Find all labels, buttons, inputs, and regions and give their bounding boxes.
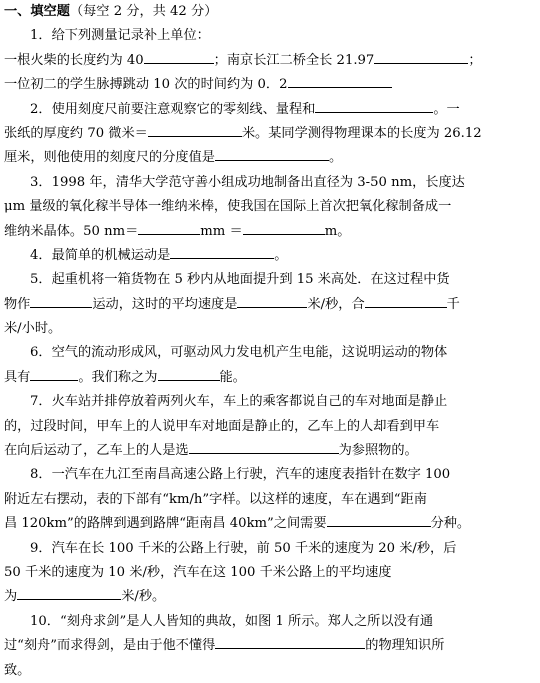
- q10-line2: [4, 634, 537, 658]
- q3-text-e: m。: [324, 223, 351, 239]
- q9-line1: [4, 537, 537, 561]
- q6-text-a: 6．空气的流动形成风，可驱动风力发电机产生电能，这说明运动的物体: [30, 345, 448, 361]
- q7-line2: [4, 415, 537, 439]
- q5-blank-2[interactable]: [237, 293, 307, 308]
- q2-text-c: 张纸的厚度约 70 微米＝: [4, 125, 148, 141]
- q10-text-a: 10．“刻舟求剑”是人人皆知的典故，如图 1 所示。郑人之所以没有通: [30, 613, 434, 629]
- q5-line1: [4, 268, 537, 292]
- q10-line1: [4, 610, 537, 634]
- q2-blank-2[interactable]: [148, 122, 242, 137]
- q1-blank-1[interactable]: [144, 49, 214, 64]
- q7-text-a: 7．火车站并排停放着两列火车，车上的乘客都说自己的车对地面是静止: [30, 394, 448, 410]
- q3-blank-1[interactable]: [138, 220, 200, 235]
- q3-line1: [4, 171, 537, 195]
- q10-text-b: 过“刻舟”而求得剑，是由于他不懂得: [4, 638, 216, 654]
- q6-text-c: 。我们称之为: [78, 369, 158, 385]
- q6-line1: [4, 341, 537, 365]
- q4-blank-1[interactable]: [170, 244, 274, 259]
- q7-line3: [4, 439, 537, 463]
- q4-text-a: 4．最简单的机械运动是: [30, 247, 171, 263]
- q2-line2: [4, 122, 537, 146]
- q1-line3: [4, 73, 537, 97]
- q2-blank-1[interactable]: [315, 98, 433, 113]
- q5-text-a: 5．起重机将一箱货物在 5 秒内从地面提升到 15 米高处．在这过程中货: [30, 272, 450, 288]
- q5-blank-1[interactable]: [30, 293, 92, 308]
- q9-line2: [4, 561, 537, 585]
- q2-text-e: 厘米，则他使用的刻度尺的分度值是: [4, 150, 215, 166]
- q8-line3: [4, 512, 537, 536]
- q3-line2: [4, 195, 537, 219]
- q2-line3: [4, 146, 537, 170]
- q8-blank-1[interactable]: [327, 512, 431, 527]
- q3-text-b: μm 量级的氧化稼半导体一维纳米棒，使我国在国际上首次把氧化稼制备成一: [4, 199, 452, 215]
- q6-blank-2[interactable]: [158, 366, 220, 381]
- q8-text-a: 8．一汽车在九江至南昌高速公路上行驶，汽车的速度表指针在数字 100: [30, 467, 451, 483]
- q6-text-b: 具有: [4, 369, 31, 385]
- q6-text-d: 能。: [219, 369, 246, 385]
- q7-text-d: 为参照物的。: [338, 443, 418, 459]
- q7-text-b: 的，过段时间，甲车上的人说甲车对地面是静止的，乙车上的人却看到甲车: [4, 418, 440, 434]
- q2-text-d: 米。某同学测得物理课本的长度为 26.12: [241, 125, 482, 141]
- section-score-note: （每空 2 分，共 42 分）: [69, 4, 218, 19]
- section-title: 一、填空题: [4, 4, 70, 19]
- q2-blank-3[interactable]: [215, 146, 329, 161]
- q5-text-e: 千: [446, 296, 460, 312]
- q3-blank-2[interactable]: [243, 220, 325, 235]
- q1-text-c: ；: [468, 52, 482, 68]
- q1-text-b: ；南京长江二桥全长 21.97: [213, 52, 375, 68]
- q9-text-c: 为: [4, 589, 18, 605]
- q9-text-b: 50 千米的速度为 10 米/秒，汽车在这 100 千米公路上的平均速度: [4, 564, 392, 580]
- q1-text-a: 一根火柴的长度约为 40: [4, 52, 144, 68]
- q8-line1: [4, 463, 537, 487]
- q8-text-d: 分种。: [430, 516, 471, 532]
- q2-text-f: 。: [329, 150, 343, 166]
- q2-line1: [4, 98, 537, 122]
- q9-blank-1[interactable]: [17, 585, 121, 600]
- q5-line3: [4, 317, 537, 341]
- q10-blank-1[interactable]: [215, 634, 365, 649]
- q3-text-a: 3．1998 年，清华大学范守善小组成功地制备出直径为 3-50 nm，长度达: [30, 174, 465, 190]
- q8-line2: [4, 488, 537, 512]
- q2-text-a: 2．使用刻度尺前要注意观察它的零刻线、量程和: [30, 101, 316, 117]
- q5-blank-3[interactable]: [365, 293, 447, 308]
- q2-text-b: 。一: [433, 101, 460, 117]
- q6-blank-1[interactable]: [30, 366, 78, 381]
- q5-text-d: 米/秒，合: [307, 296, 365, 312]
- q4-text-b: 。: [274, 247, 288, 263]
- q6-line2: [4, 366, 537, 390]
- q3-text-d: mm ＝: [200, 223, 243, 239]
- q9-line3: [4, 585, 537, 609]
- q9-text-d: 米/秒。: [121, 589, 166, 605]
- q7-line1: [4, 390, 537, 414]
- q1-stem-text: 1．给下列测量记录补上单位：: [30, 28, 210, 44]
- q4-line1: [4, 244, 537, 268]
- q1-line2: [4, 49, 537, 73]
- q10-line3: [4, 659, 537, 683]
- section-heading: [4, 0, 537, 24]
- q5-text-c: 运动，这时的平均速度是: [92, 296, 238, 312]
- q1-stem: [4, 24, 537, 48]
- q1-text-d: 一位初二的学生脉搏跳动 10 次的时间约为 0．2: [4, 77, 288, 93]
- q10-text-c: 的物理知识所: [365, 638, 445, 654]
- q1-blank-2[interactable]: [374, 49, 468, 64]
- q8-text-b: 附近左右摆动，表的下部有“km/h”字样。以这样的速度，车在遇到“距南: [4, 491, 427, 507]
- q5-line2: [4, 293, 537, 317]
- q7-text-c: 在向后运动了，乙车上的人是选: [4, 443, 189, 459]
- q5-text-f: 米/小时。: [4, 321, 62, 337]
- q8-text-c: 昌 120km”的路牌到遇到路牌“距南昌 40km”之间需要: [4, 516, 327, 532]
- q7-blank-1[interactable]: [189, 439, 339, 454]
- q10-text-d: 致。: [4, 662, 31, 678]
- q9-text-a: 9．汽车在长 100 千米的公路上行驶，前 50 千米的速度为 20 米/秒，后: [30, 540, 457, 556]
- q1-blank-3[interactable]: [288, 73, 392, 88]
- q5-text-b: 物作: [4, 296, 31, 312]
- q3-text-c: 维纳米晶体。50 nm＝: [4, 223, 139, 239]
- q3-line3: [4, 220, 537, 244]
